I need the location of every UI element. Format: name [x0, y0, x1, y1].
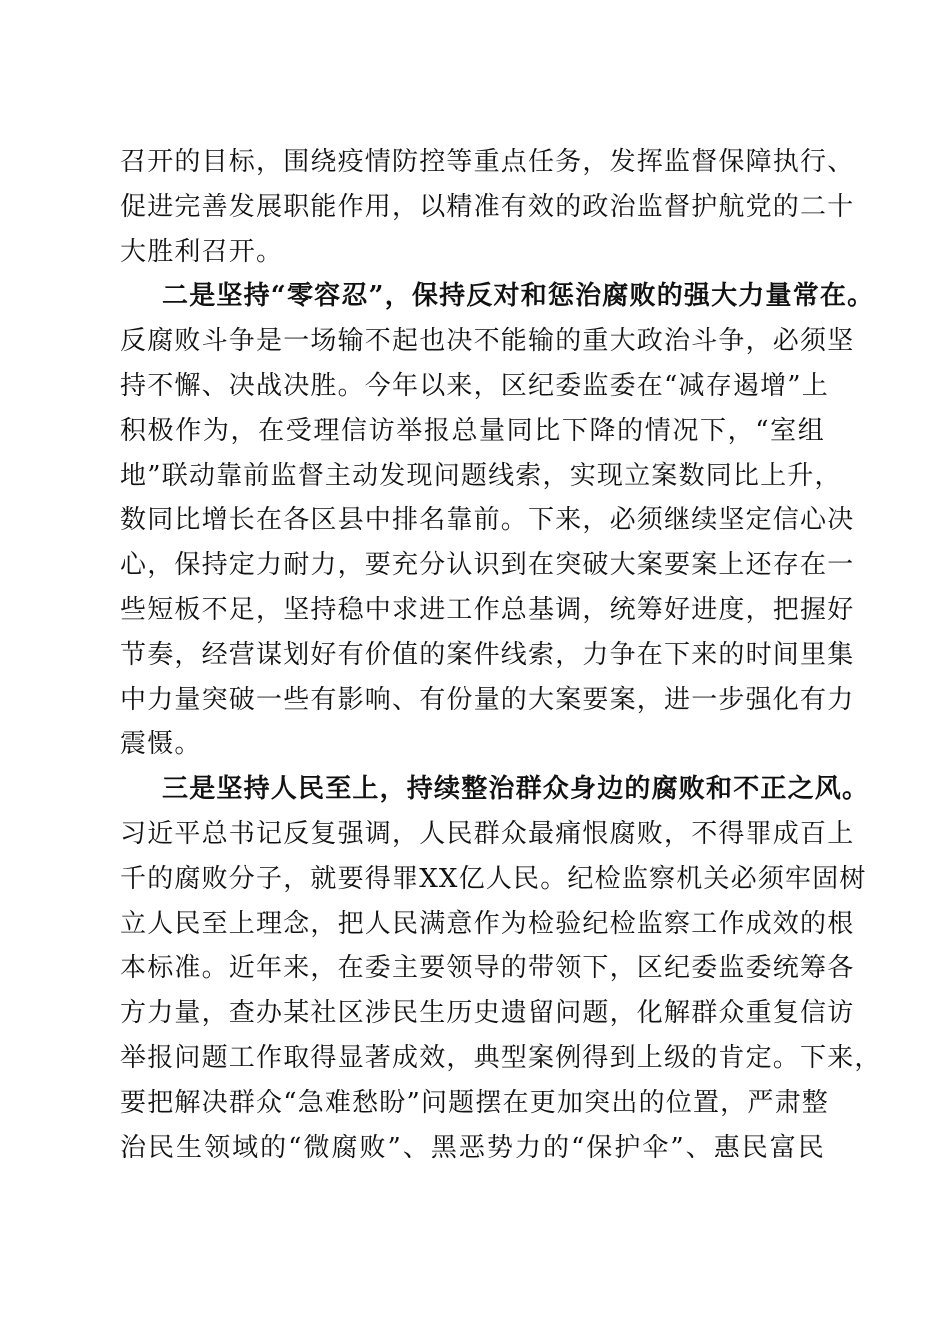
paragraph-3-heading: 三是坚持人民至上，持续整治群众身边的腐败和不正之风。	[162, 774, 870, 805]
paragraph-1-line-3: 大胜利召开。	[120, 236, 284, 267]
paragraph-2-line-6: 心，保持定力耐力，要充分认识到在突破大案要案上还存在一	[120, 550, 855, 581]
paragraph-3-line-7: 要把解决群众“急难愁盼”问题摆在更加突出的位置，严肃整	[120, 1087, 829, 1118]
paragraph-3-line-3: 立人民至上理念，把人民满意作为检验纪检监察工作成效的根	[120, 908, 855, 939]
paragraph-2-line-7: 些短板不足，坚持稳中求进工作总基调，统筹好进度，把握好	[120, 594, 855, 625]
paragraph-1-line-2: 促进完善发展职能作用，以精准有效的政治监督护航党的二十	[120, 191, 855, 222]
paragraph-2-line-10: 震慑。	[120, 729, 202, 760]
paragraph-3-line-1: 习近平总书记反复强调，人民群众最痛恨腐败，不得罪成百上	[120, 818, 855, 849]
paragraph-2-line-5: 数同比增长在各区县中排名靠前。下来，必须继续坚定信心决	[120, 505, 855, 536]
paragraph-1-line-1: 召开的目标，围绕疫情防控等重点任务，发挥监督保障执行、	[120, 147, 855, 177]
document-body	[120, 140, 882, 1170]
paragraph-2-line-8: 节奏，经营谋划好有价值的案件线索，力争在下来的时间里集	[120, 639, 855, 670]
paragraph-3-line-5: 方力量，查办某社区涉民生历史遗留问题，化解群众重复信访	[120, 998, 855, 1029]
paragraph-3-line-2: 千的腐败分子，就要得罪XX亿人民。纪检监察机关必须牢固树	[120, 863, 867, 894]
paragraph-2-line-9: 中力量突破一些有影响、有份量的大案要案，进一步强化有力	[120, 684, 855, 715]
paragraph-3-line-4: 本标准。近年来，在委主要领导的带领下，区纪委监委统筹各	[120, 953, 855, 984]
paragraph-2-line-1: 反腐败斗争是一场输不起也决不能输的重大政治斗争，必须坚	[120, 326, 855, 357]
paragraph-2-line-4: 地”联动靠前监督主动发现问题线索，实现立案数同比上升，	[120, 460, 842, 491]
paragraph-2-line-3: 积极作为，在受理信访举报总量同比下降的情况下，“室组	[120, 415, 825, 446]
paragraph-3-line-8: 治民生领域的“微腐败”、黑恶势力的“保护伞”、惠民富民	[120, 1132, 825, 1163]
paragraph-2-heading: 二是坚持“零容忍”，保持反对和惩治腐败的强大力量常在。	[162, 281, 875, 312]
paragraph-3-line-6: 举报问题工作取得显著成效，典型案例得到上级的肯定。下来，	[120, 1042, 882, 1073]
paragraph-2-line-2: 持不懈、决战决胜。今年以来，区纪委监委在“减存遏增”上	[120, 370, 829, 401]
